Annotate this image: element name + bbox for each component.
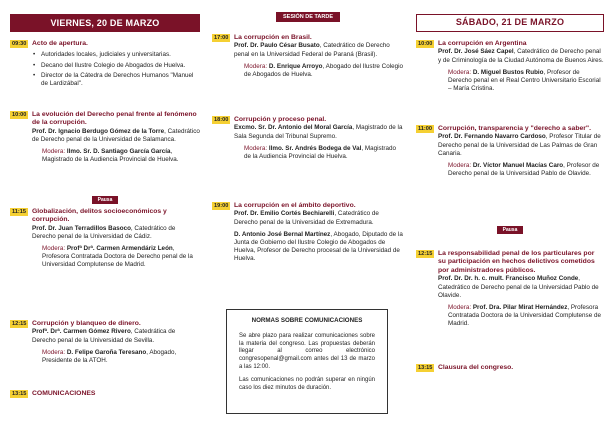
friday-column	[10, 0, 200, 397]
moderator-desc: , Abogado del Ilustre Colegio de Abogados de Huelva.	[244, 62, 404, 78]
moderator-name: Prof. Dra. Pilar Mirat Hernández	[471, 303, 568, 311]
session-title: La evolución del Derecho penal frente al fenómeno de la corrupción.	[32, 111, 197, 127]
speaker-desc: , Magistrado de la Sala Segunda del Tribunal Supremo.	[234, 124, 403, 140]
rules-title: NORMAS SOBRE COMUNICACIONES	[251, 317, 363, 324]
moderator-desc: , Profesor de Derecho penal de la Universidad Pablo de Olavide.	[448, 161, 600, 177]
speaker-name: Prof. Dr. Paulo César Busato	[234, 42, 320, 50]
list-item: • Decano del Ilustre Colegio de Abogados de Huelva.	[32, 62, 200, 70]
session-time: 13:15	[12, 391, 27, 397]
session-title: Clausura del congreso.	[438, 364, 514, 371]
speaker-desc: , Catedrático de Derecho penal de la Universidad de Salamanca.	[32, 127, 200, 144]
moderator-name: D. Felipe Garoña Teresano	[65, 348, 147, 356]
session-opening	[10, 40, 200, 90]
moderator-desc: , Profesor de Derecho penal en el Real Centro Universitario Escorial – María Cristina.	[448, 68, 601, 92]
session-clausura	[416, 364, 604, 372]
speaker-name: D. Antonio José Bernal Martínez	[234, 230, 331, 238]
pause-badge: Pausa	[92, 196, 118, 204]
moderator-name: Ilmo. Sr. D. Santiago García García	[65, 148, 171, 156]
afternoon-column	[212, 0, 404, 391]
session-time: 18:00	[214, 117, 229, 123]
speaker-desc: , Catedrático de Derecho penal en la Universidad Federal de Paraná (Brasil).	[234, 42, 390, 58]
moderator-label: Modera:	[42, 245, 66, 253]
list-item: • Autoridades locales, judiciales y universitarias.	[32, 51, 200, 59]
speaker-name: Prof. Dr. José Sáez Capel	[438, 48, 514, 56]
speaker-name: Prof. Dr. Dr. h. c. mult. Francisco Muñoz Conde	[438, 275, 579, 283]
session-argentina	[416, 40, 604, 93]
session-title: Globalización, delitos socioeconómicos y corrupción.	[32, 208, 167, 224]
speaker-desc: , Catedrático de Derecho penal de la Universidad de Extremadura.	[234, 210, 379, 226]
session-time: 10:00	[418, 41, 433, 47]
pause-badge: Pausa	[497, 226, 523, 234]
moderator-desc: , Magistrado de la Audiencia Provincial de Huelva.	[244, 144, 397, 160]
moderator-name: Dr. Víctor Manuel Macías Caro	[471, 161, 564, 169]
session-title: COMUNICACIONES	[32, 390, 96, 397]
speaker-name: Prof. Dr. Juan Terradillos Basoco	[32, 224, 131, 232]
moderator-label: Modera:	[42, 148, 66, 156]
session-proceso	[212, 116, 404, 161]
session-time: 12:15	[418, 251, 433, 257]
moderator-name: D. Enrique Arroyo	[267, 62, 323, 70]
moderator-name: D. Miguel Bustos Rubio	[471, 68, 544, 76]
session-blanqueo	[10, 320, 200, 365]
speaker-name: Prof. Dr. Fernando Navarro Cardoso	[438, 133, 546, 141]
saturday-column	[416, 0, 604, 371]
session-title: La corrupción en el ámbito deportivo.	[234, 202, 356, 209]
session-title: Corrupción, transparencia y "derecho a saber".	[438, 125, 592, 132]
speaker-desc: , Catedrático de Derecho penal y de Criminología de la Ciudad Autónoma de Buenos Aires.	[438, 48, 604, 64]
moderator-label: Modera:	[244, 144, 268, 152]
speaker-desc: , Catedrático de Derecho penal de la Universidad Pablo de Olavide.	[438, 275, 599, 299]
speaker-desc: , Catedrático de Derecho penal de la Universidad de Cádiz.	[32, 224, 176, 241]
speaker-desc: , Catedrática de Derecho penal de la Universidad de Sevilla.	[32, 328, 176, 344]
session-title: Corrupción y blanqueo de dinero.	[32, 320, 141, 327]
session-transparencia	[416, 125, 604, 178]
opening-list	[32, 51, 200, 87]
session-time: 19:00	[214, 203, 229, 209]
moderator-name: Profª Drª. Carmen Armendáriz León	[65, 245, 173, 253]
moderator-label: Modera:	[244, 62, 268, 70]
session-deportivo	[212, 202, 404, 263]
session-time: 13:15	[418, 365, 433, 371]
rules-paragraph: Las comunicaciones no podrán superar en ningún caso los diez minutos de duración.	[239, 377, 375, 391]
speaker-name: Excmo. Sr. Dr. Antonio del Moral García	[234, 124, 353, 132]
speaker-desc: , Profesor Titular de Derecho penal de la Universidad de Las Palmas de Gran Canaria.	[438, 133, 601, 157]
session-evolucion	[10, 111, 200, 164]
session-time: 12:15	[12, 321, 27, 327]
session-comunicaciones	[10, 390, 200, 398]
friday-header: VIERNES, 20 DE MARZO	[10, 14, 200, 32]
session-title: La corrupción en Argentina	[438, 40, 527, 47]
moderator-label: Modera:	[42, 348, 66, 356]
moderator-label: Modera:	[448, 68, 472, 76]
moderator-label: Modera:	[448, 303, 472, 311]
afternoon-header: SESIÓN DE TARDE	[276, 12, 340, 22]
moderator-desc: , Profesora Contratada Doctora de Derecho penal de la Universidad Complutense de Madrid.	[42, 245, 193, 269]
session-time: 11:00	[418, 126, 432, 132]
session-time: 11:15	[12, 209, 26, 215]
session-globalizacion	[10, 208, 200, 269]
session-title: La corrupción en Brasil.	[234, 34, 312, 41]
moderator-desc: , Profesora Contratada Doctora de la Universidad Complutense de Madrid.	[448, 303, 601, 327]
session-title: La responsabilidad penal de los particulares por su participación en hechos delictivos cometidos por administradores públicos.	[438, 250, 595, 274]
saturday-header: SÁBADO, 21 DE MARZO	[416, 14, 604, 32]
speaker-name: Prof. Dr. Ignacio Berdugo Gómez de la Torre	[32, 127, 165, 135]
communications-rules-box	[226, 309, 388, 414]
session-time: 09:30	[12, 41, 27, 47]
moderator-label: Modera:	[448, 161, 472, 169]
session-title: Acto de apertura.	[32, 40, 88, 47]
rules-paragraph: Se abre plazo para realizar comunicaciones sobre la materia del congreso. Las propuestas deberán llegar al correo electrónico congresopenal@gmail.com antes del 13 de marzo a las 12:00.	[239, 332, 375, 370]
session-brasil	[212, 34, 404, 79]
list-item: • Director de la Cátedra de Derechos Humanos "Manuel de Lardizábal".	[32, 72, 200, 88]
session-time: 10:00	[12, 112, 27, 118]
session-responsabilidad	[416, 250, 604, 328]
moderator-desc: , Magistrado de la Audiencia Provincial de Huelva.	[42, 148, 179, 164]
speaker-name: Profª. Drª. Carmen Gómez Rivero	[32, 328, 131, 336]
speaker-name: Prof. Dr. Emilio Cortés Bechiarelli	[234, 210, 335, 218]
speaker-desc: , Abogado, Diputado de la Junta de Gobierno del Ilustre Colegio de Abogados de Huelva, Profesor de Derecho procesal de la Universidad de Huelva.	[234, 230, 403, 262]
moderator-name: Ilmo. Sr. Andrés Bodega de Val	[267, 144, 362, 152]
session-title: Corrupción y proceso penal.	[234, 116, 327, 123]
moderator-desc: , Abogado, Presidente de la ATOH.	[42, 348, 177, 364]
session-time: 17:00	[214, 35, 229, 41]
